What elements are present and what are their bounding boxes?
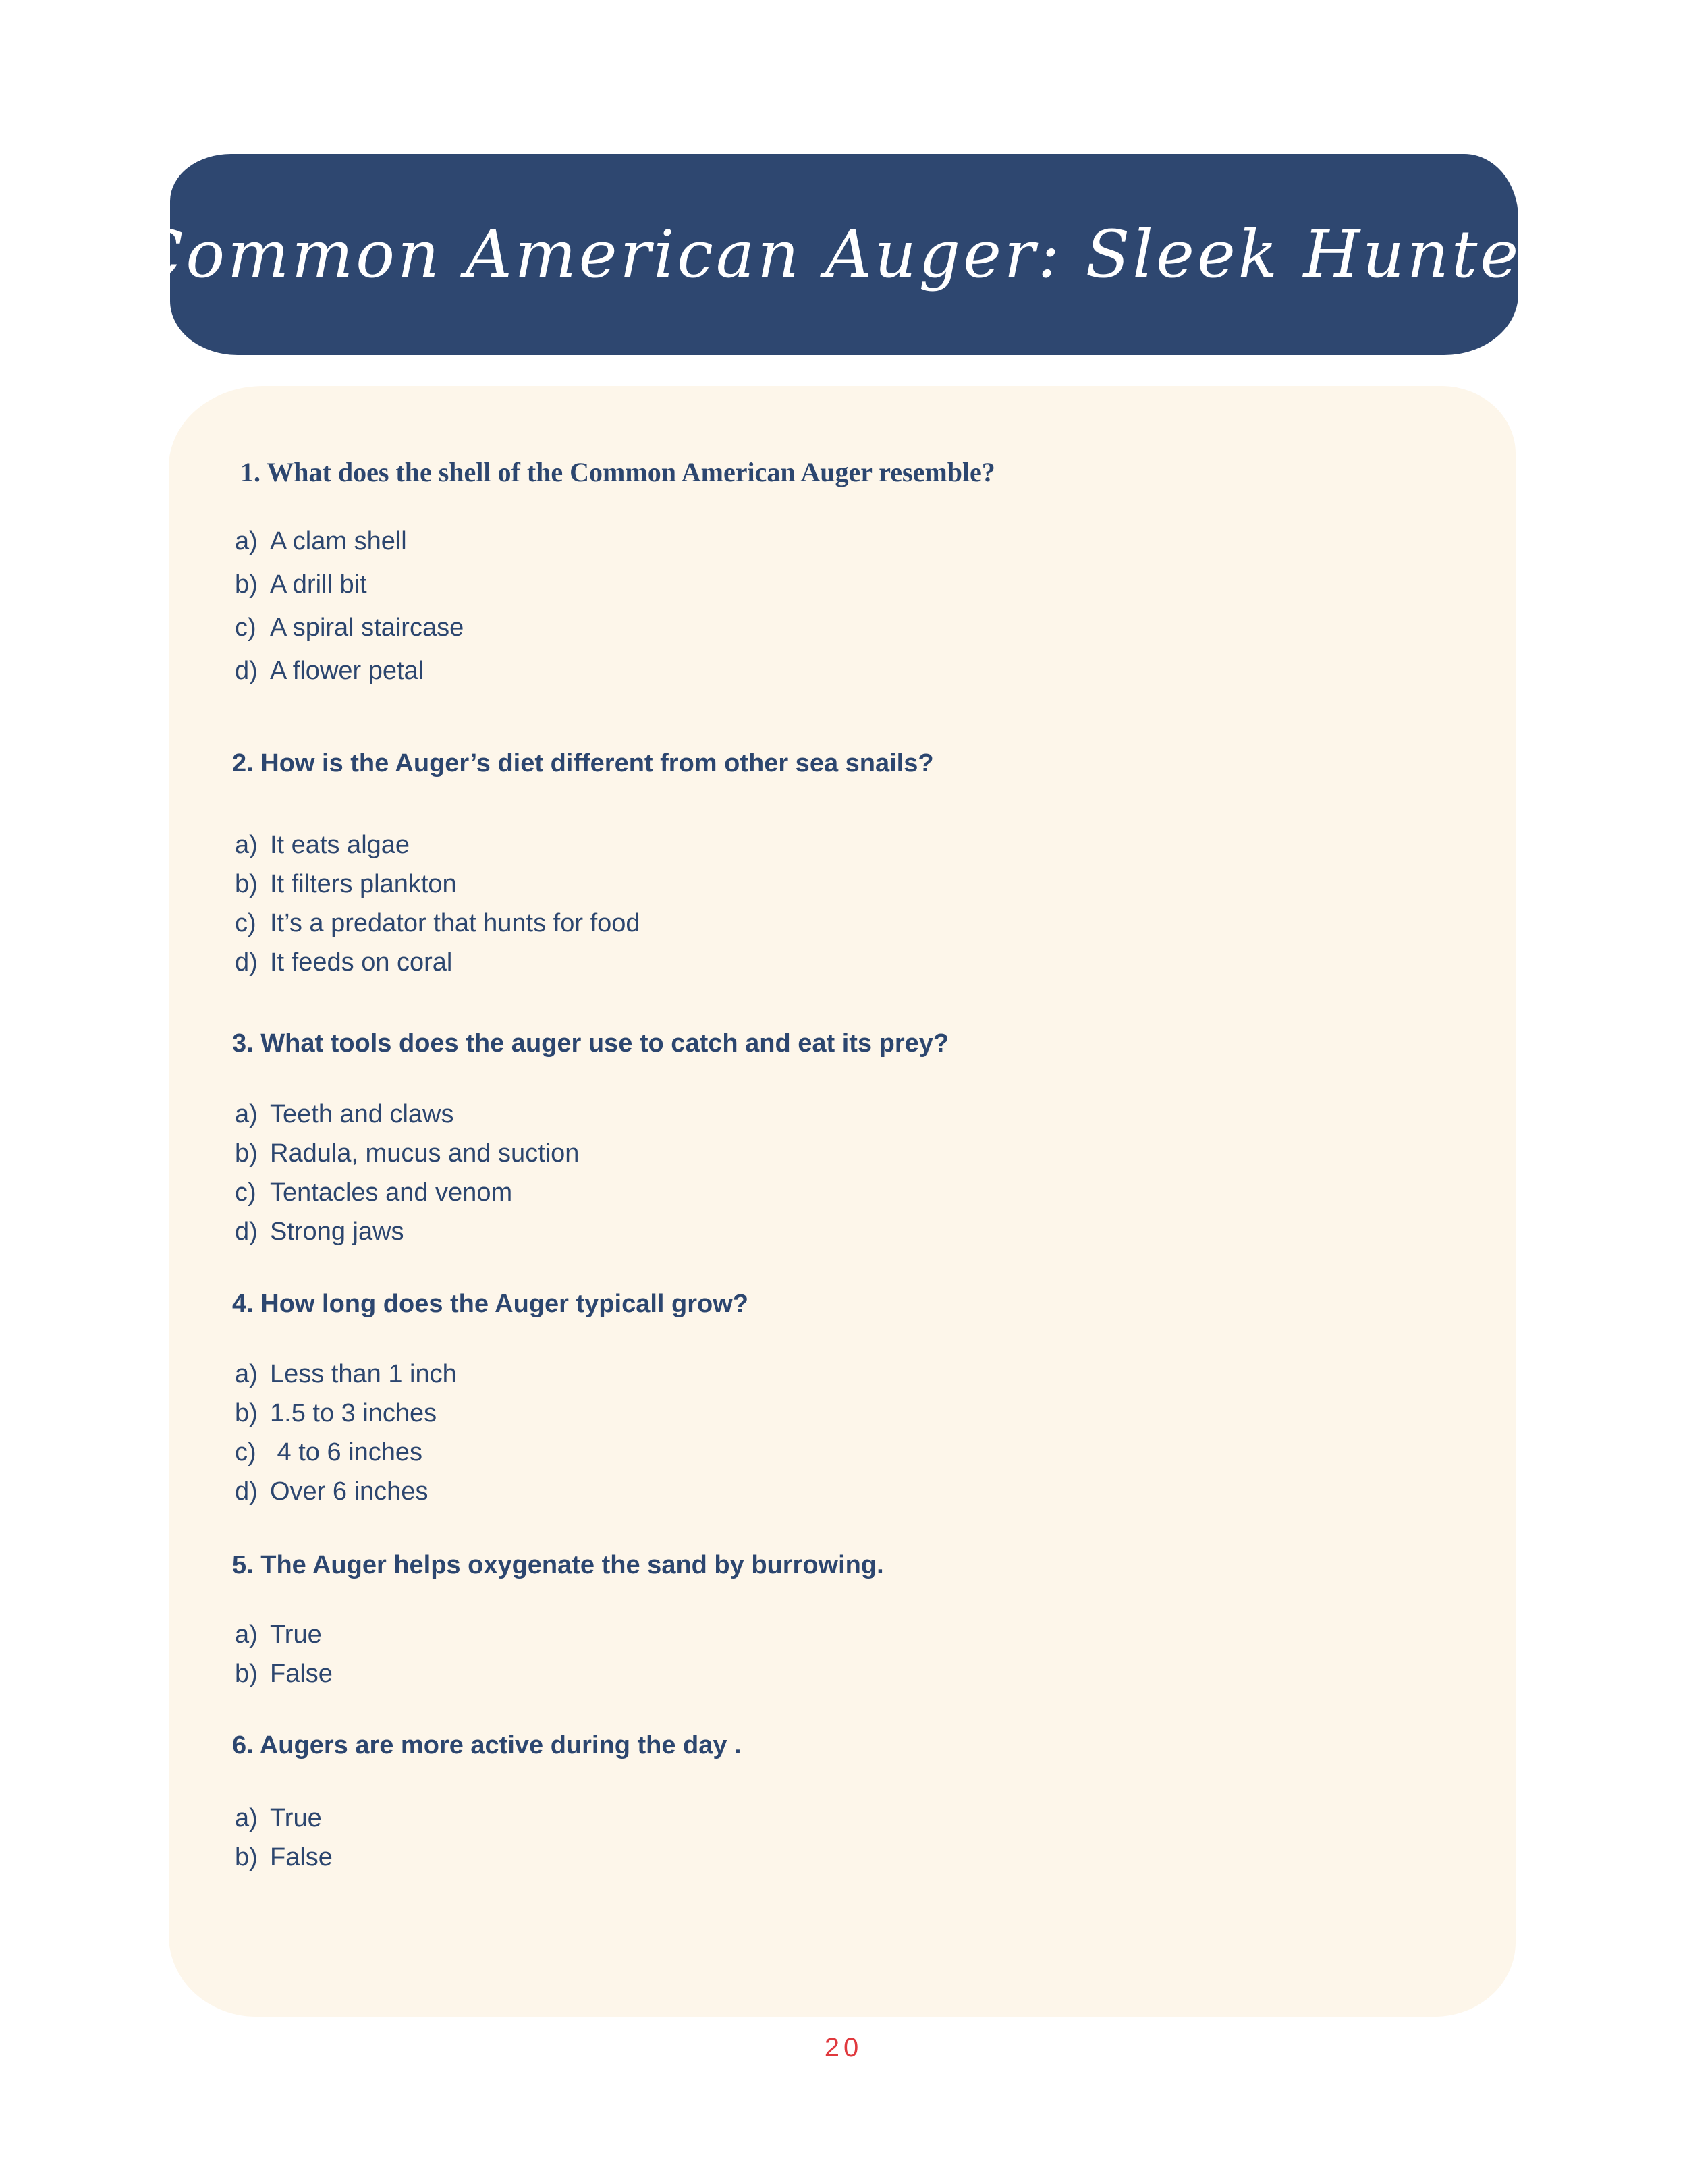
question-3-option-c[interactable] [235, 1178, 512, 1207]
option-letter: b) [235, 1660, 258, 1688]
option-letter: a) [235, 831, 258, 859]
option-letter: a) [235, 1620, 258, 1649]
option-letter: c) [235, 613, 256, 642]
option-text: 1.5 to 3 inches [270, 1399, 437, 1427]
option-letter: c) [235, 909, 256, 937]
option-text: False [270, 1843, 333, 1872]
option-text: Radula, mucus and suction [270, 1139, 580, 1168]
question-1-option-b[interactable] [235, 570, 367, 599]
option-letter: d) [235, 657, 258, 685]
option-letter: a) [235, 1804, 258, 1832]
question-3-option-d[interactable] [235, 1218, 404, 1247]
question-1-option-c[interactable] [235, 613, 464, 643]
option-text: A flower petal [270, 657, 424, 685]
question-4-option-d[interactable] [235, 1477, 428, 1506]
page-title: Common American Auger: Sleek Hunter [133, 217, 1555, 292]
option-text: True [270, 1804, 322, 1832]
option-text: False [270, 1660, 333, 1688]
question-4-option-c[interactable] [235, 1438, 422, 1467]
question-3-option-b[interactable] [235, 1139, 579, 1168]
option-text: Tentacles and venom [270, 1178, 513, 1207]
question-5-option-b[interactable] [235, 1660, 333, 1689]
question-4: 4. How long does the Auger typicall grow? [232, 1290, 748, 1318]
question-4-option-a[interactable] [235, 1360, 457, 1389]
option-text: It filters plankton [270, 870, 457, 898]
option-text: A drill bit [270, 570, 367, 599]
question-5-option-a[interactable] [235, 1620, 322, 1649]
option-text: It’s a predator that hunts for food [270, 909, 640, 937]
option-text: A clam shell [270, 527, 407, 555]
option-text: A spiral staircase [270, 613, 464, 642]
question-3-option-a[interactable] [235, 1100, 454, 1129]
option-text: True [270, 1620, 322, 1649]
option-letter: a) [235, 527, 258, 555]
option-text: It feeds on coral [270, 948, 453, 977]
question-1: 1. What does the shell of the Common American Auger resemble? [240, 457, 995, 487]
question-2-option-a[interactable] [235, 831, 410, 860]
question-4-option-b[interactable] [235, 1399, 437, 1428]
question-3: 3. What tools does the auger use to catch and eat its prey? [232, 1029, 949, 1058]
question-2-option-b[interactable] [235, 870, 457, 899]
option-letter: b) [235, 1399, 258, 1427]
question-5: 5. The Auger helps oxygenate the sand by burrowing. [232, 1551, 884, 1579]
option-letter: a) [235, 1100, 258, 1128]
option-letter: c) [235, 1178, 256, 1207]
question-2-option-d[interactable] [235, 948, 452, 977]
question-1-option-a[interactable] [235, 527, 407, 556]
option-text: Teeth and claws [270, 1100, 454, 1128]
option-text: 4 to 6 inches [270, 1438, 423, 1467]
question-2: 2. How is the Auger’s diet different from other sea snails? [232, 749, 934, 777]
question-1-option-d[interactable] [235, 657, 424, 686]
option-text: It eats algae [270, 831, 410, 859]
page-number: 20 [824, 2033, 863, 2063]
question-6-option-a[interactable] [235, 1804, 322, 1833]
option-text: Over 6 inches [270, 1477, 428, 1506]
option-letter: d) [235, 1218, 258, 1246]
title-banner [133, 154, 1555, 355]
question-2-option-c[interactable] [235, 909, 640, 938]
option-letter: a) [235, 1360, 258, 1388]
question-6-option-b[interactable] [235, 1843, 333, 1872]
question-6: 6. Augers are more active during the day . [232, 1731, 742, 1759]
option-letter: b) [235, 870, 258, 898]
option-text: Less than 1 inch [270, 1360, 457, 1388]
option-letter: c) [235, 1438, 256, 1467]
option-letter: b) [235, 570, 258, 599]
option-letter: b) [235, 1843, 258, 1872]
option-letter: d) [235, 948, 258, 977]
option-text: Strong jaws [270, 1218, 404, 1246]
option-letter: b) [235, 1139, 258, 1168]
option-letter: d) [235, 1477, 258, 1506]
